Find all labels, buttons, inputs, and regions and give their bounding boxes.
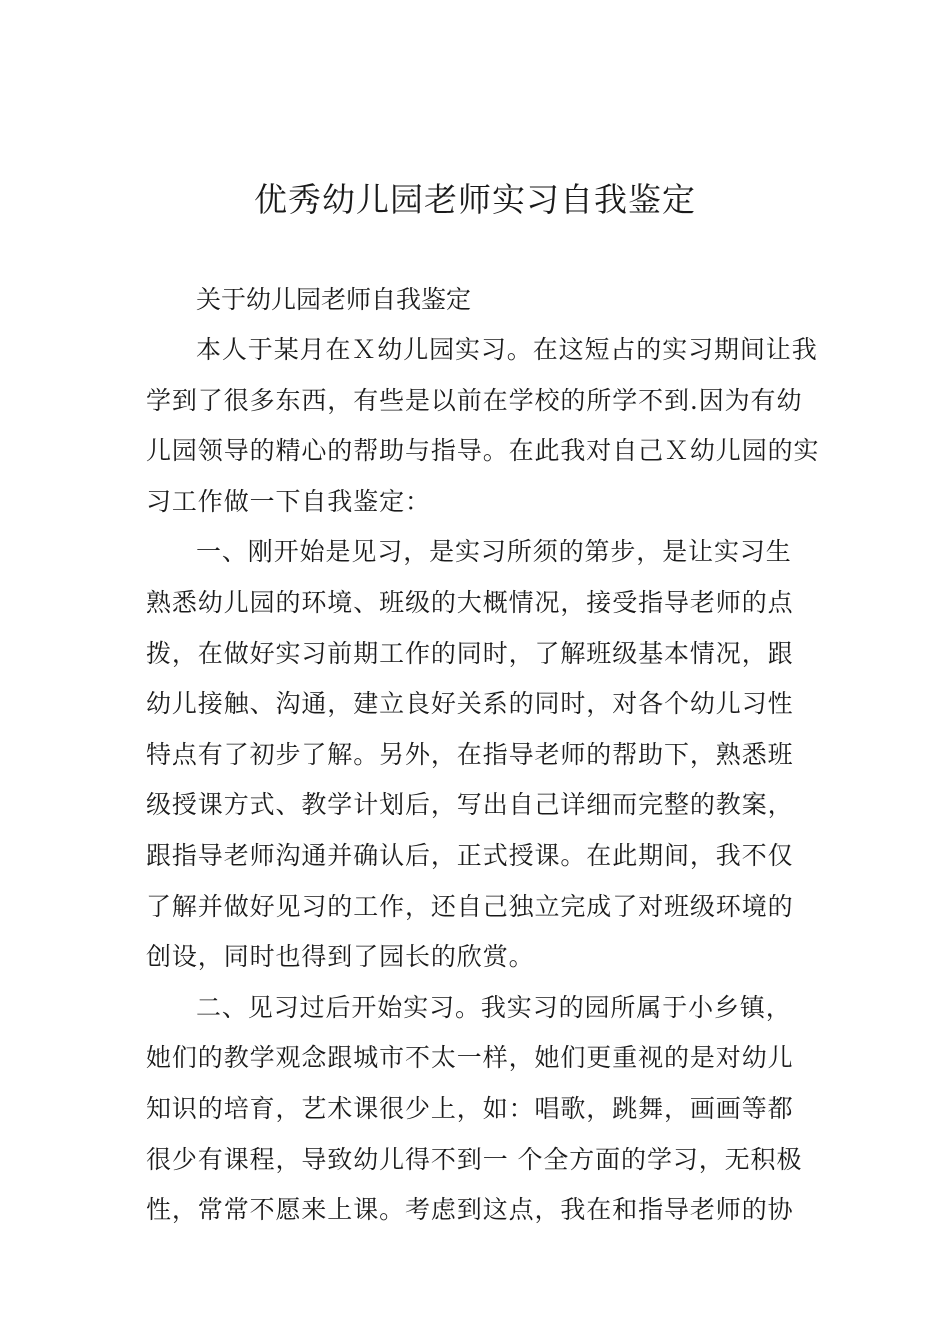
body-line: 特点有了初步了解。另外，在指导老师的帮助下，熟悉班 <box>146 739 794 769</box>
body-line: 创设，同时也得到了园长的欣赏。 <box>146 942 535 972</box>
body-line: 二、见习过后开始实习。我实习的园所属于小乡镇， <box>196 992 792 1022</box>
body-line: 性，常常不愿来上课。考虑到这点，我在和指导老师的协 <box>146 1195 794 1225</box>
body-line: 儿园领导的精心的帮助与指导。在此我对自己Ｘ幼儿园的实 <box>146 436 820 466</box>
body-line: 一、刚开始是见习，是实习所须的第步，是让实习生 <box>196 537 792 567</box>
body-line: 了解并做好见习的工作，还自己独立完成了对班级环境的 <box>146 891 794 921</box>
body-line: 她们的教学观念跟城市不太一样，她们更重视的是对幼儿 <box>146 1043 794 1073</box>
body-line: 很少有课程，导致幼儿得不到一 个全方面的学习，无积极 <box>146 1144 803 1174</box>
body-line: 幼儿接触、沟通，建立良好关系的同时，对各个幼儿习性 <box>146 689 794 719</box>
body-line: 学到了很多东西，有些是以前在学校的所学不到.因为有幼 <box>146 385 803 415</box>
body-line: 本人于某月在Ｘ幼儿园实习。在这短占的实习期间让我 <box>196 335 818 364</box>
body-line: 跟指导老师沟通并确认后，正式授课。在此期间，我不仅 <box>146 840 794 870</box>
body-line: 熟悉幼儿园的环境、班级的大概情况，接受指导老师的点 <box>146 587 794 617</box>
body-line: 级授课方式、教学计划后，写出自己详细而完整的教案， <box>146 790 794 820</box>
body-line: 知识的培育，艺术课很少上，如：唱歌，跳舞，画画等都 <box>146 1093 794 1123</box>
document-title: 优秀幼儿园老师实习自我鉴定 <box>254 180 696 219</box>
body-line: 拨，在做好实习前期工作的同时，了解班级基本情况，跟 <box>146 638 794 668</box>
body-line: 习工作做一下自我鉴定： <box>146 486 431 516</box>
document-body <box>146 332 820 1243</box>
document-subtitle: 关于幼儿园老师自我鉴定 <box>196 285 472 314</box>
